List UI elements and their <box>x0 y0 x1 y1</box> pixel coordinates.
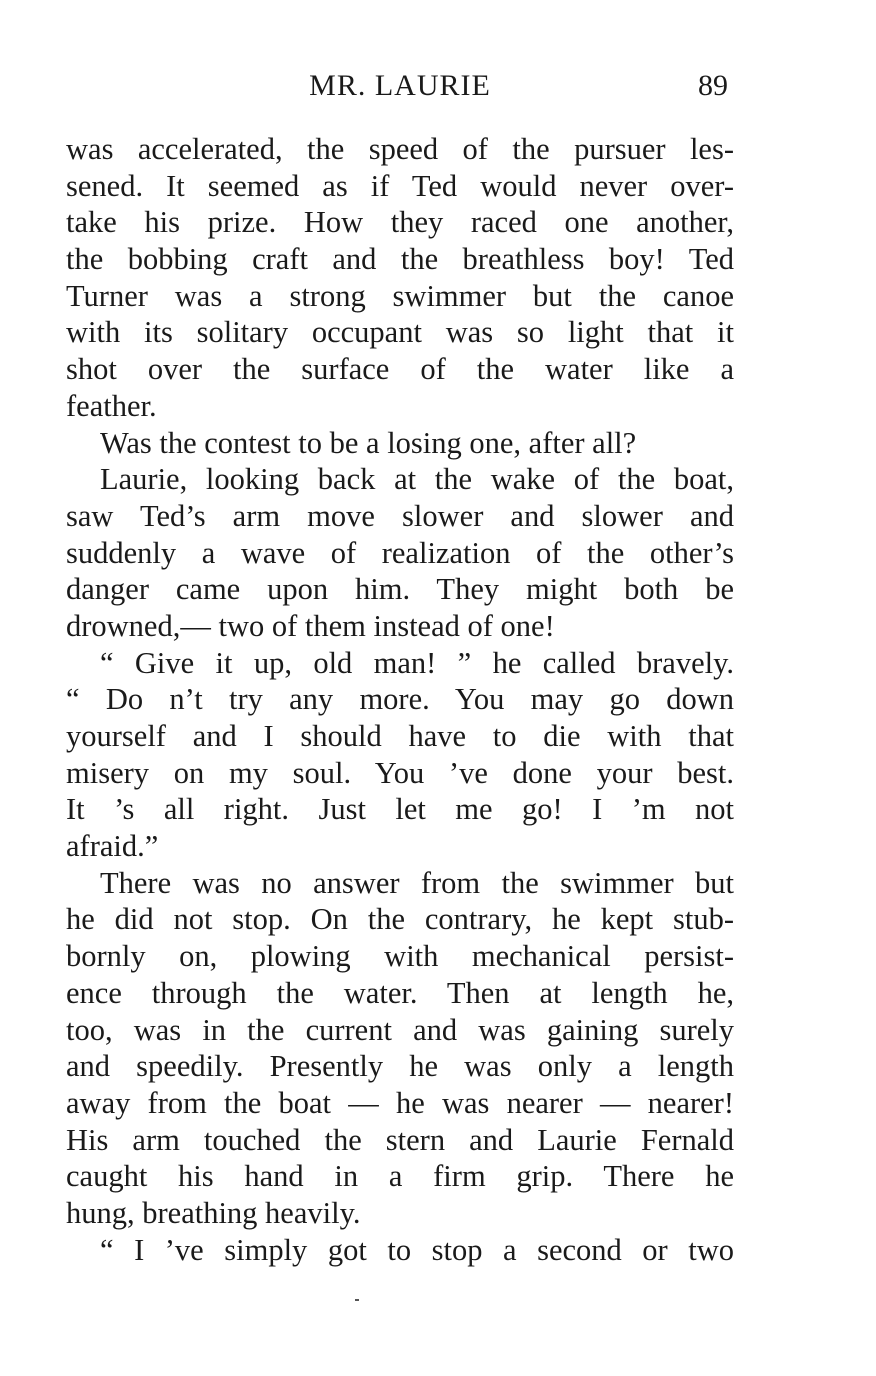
text-line: feather. <box>66 388 157 423</box>
text-line: the bobbing craft and the breathless boy! Ted <box>66 242 734 277</box>
text-line: too, was in the current and was gaining surely <box>66 1012 734 1047</box>
running-title: MR. LAURIE <box>309 69 491 102</box>
page-number: 89 <box>698 69 728 102</box>
text-line: Laurie, looking back at the wake of the boat, <box>100 462 734 497</box>
text-line: shot over the surface of the water like a <box>66 352 734 387</box>
text-line: with its solitary occupant was so light that it <box>66 315 734 350</box>
text-line: “ I ’ve simply got to stop a second or two <box>100 1232 734 1267</box>
text-line: Was the contest to be a losing one, after all? <box>100 425 637 460</box>
running-head <box>66 66 734 106</box>
text-line: “ Do n’t try any more. You may go down <box>66 682 734 717</box>
text-line: danger came upon him. They might both be <box>66 572 734 607</box>
body-text <box>66 131 734 1268</box>
text-line: and speedily. Presently he was only a length <box>66 1049 734 1084</box>
ink-speck <box>355 1299 359 1301</box>
text-line: he did not stop. On the contrary, he kept stub- <box>66 902 734 937</box>
text-line: “ Give it up, old man! ” he called bravely. <box>100 645 734 680</box>
text-line: away from the boat — he was nearer — nearer! <box>66 1085 734 1120</box>
text-line: sened. It seemed as if Ted would never over- <box>66 168 734 203</box>
text-line: caught his hand in a firm grip. There he <box>66 1159 734 1194</box>
text-line: yourself and I should have to die with that <box>66 719 734 753</box>
text-line: saw Ted’s arm move slower and slower and <box>66 498 734 533</box>
text-line: hung, breathing heavily. <box>66 1195 361 1230</box>
text-line: was accelerated, the speed of the pursuer les- <box>66 132 734 166</box>
text-line: His arm touched the stern and Laurie Fernald <box>66 1122 734 1157</box>
text-line: ence through the water. Then at length he, <box>66 975 734 1010</box>
text-line: drowned,— two of them instead of one! <box>66 608 555 643</box>
text-line: bornly on, plowing with mechanical persist- <box>66 939 734 974</box>
text-line: misery on my soul. You ’ve done your best. <box>66 755 734 790</box>
text-line: Turner was a strong swimmer but the canoe <box>66 278 734 313</box>
text-line: afraid.” <box>66 829 159 864</box>
text-line: suddenly a wave of realization of the other’s <box>66 535 734 570</box>
text-line: There was no answer from the swimmer but <box>100 865 734 900</box>
text-line: take his prize. How they raced one another, <box>66 205 734 240</box>
text-line: It ’s all right. Just let me go! I ’m not <box>66 792 734 827</box>
